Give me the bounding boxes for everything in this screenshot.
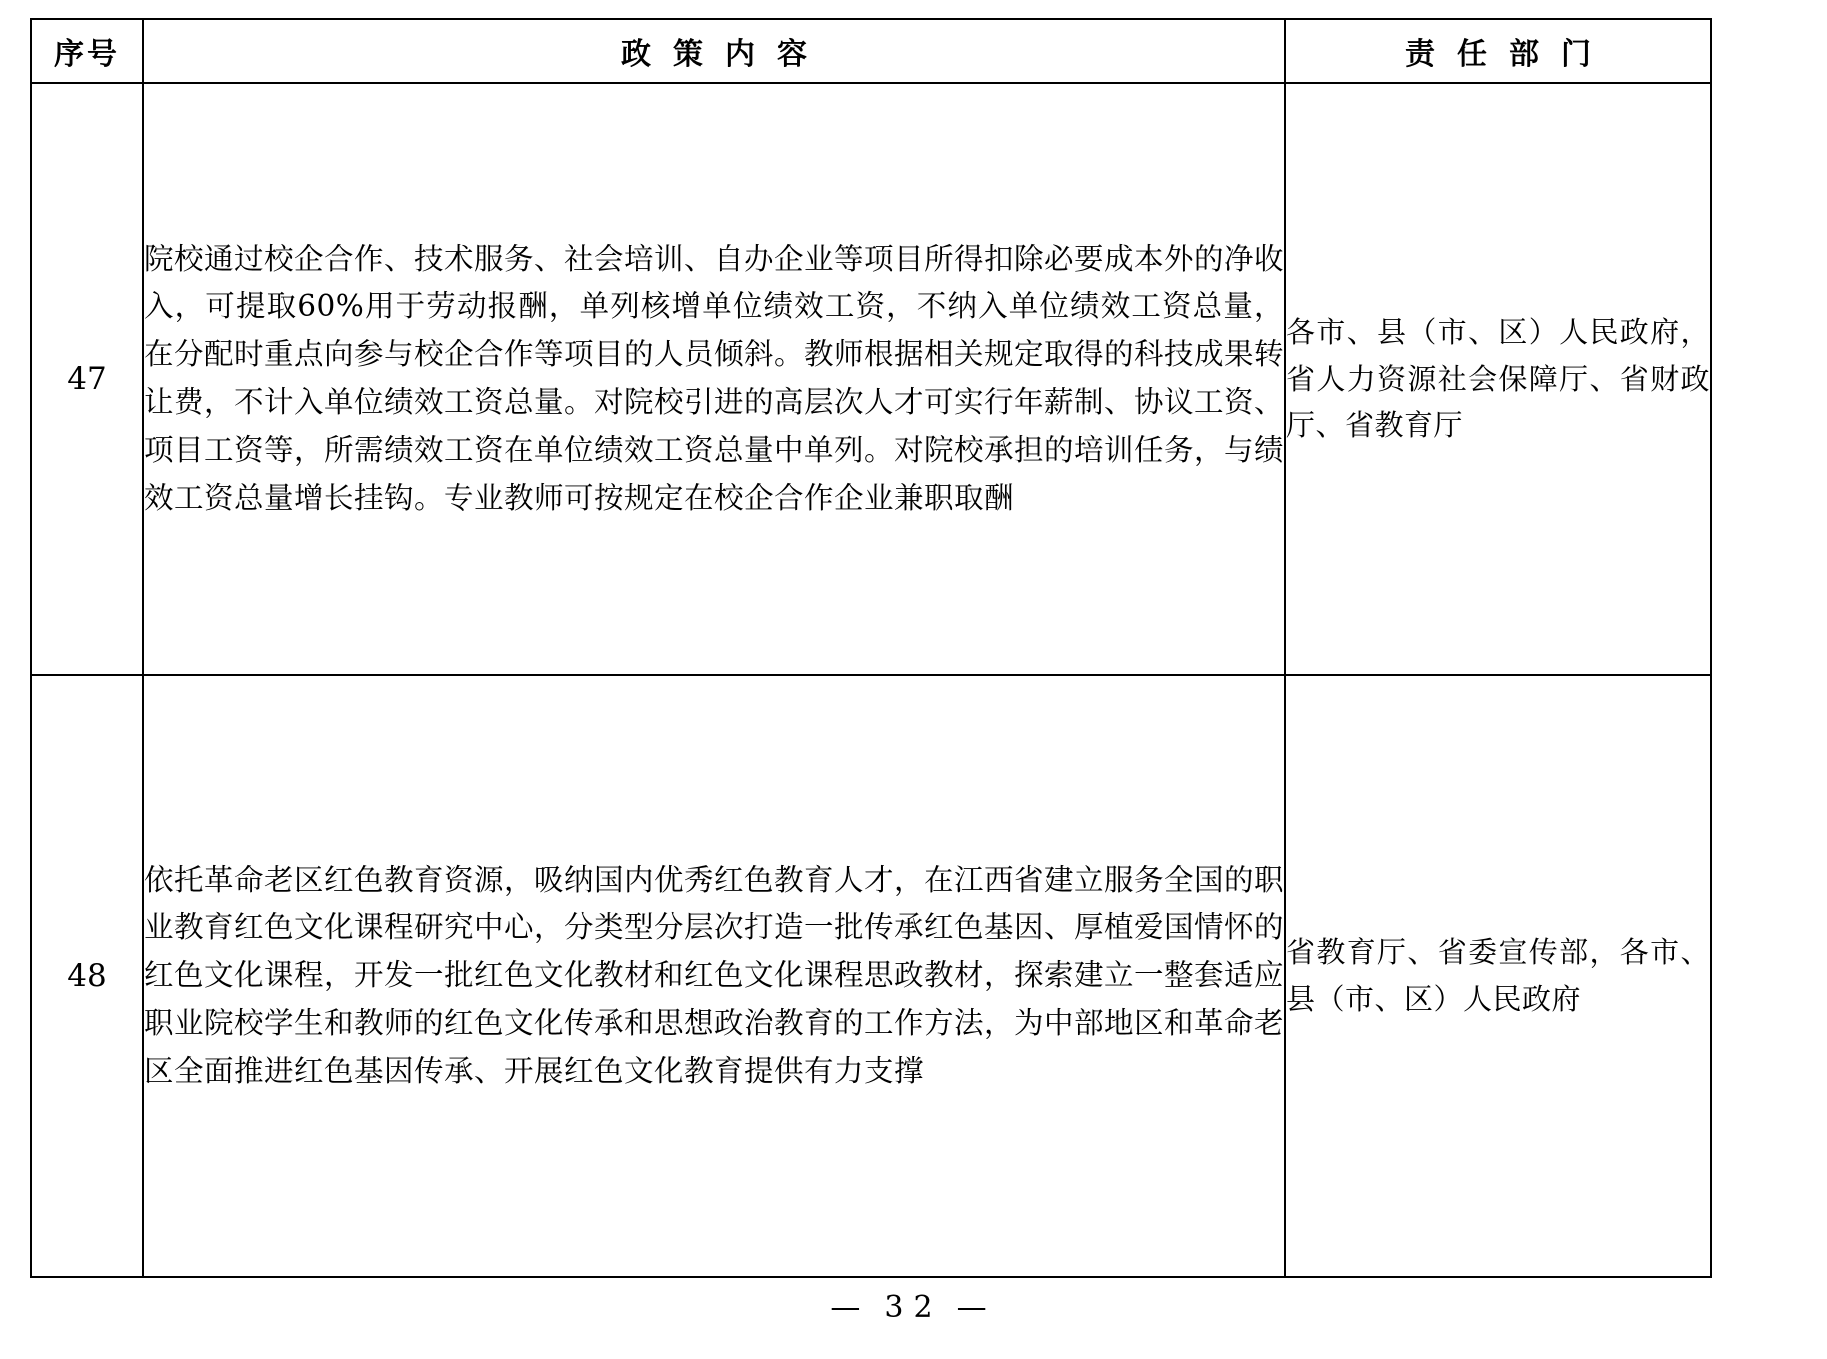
responsible-department-text: 省教育厅、省委宣传部，各市、县（市、区）人民政府 xyxy=(1286,935,1710,1016)
policy-content-text: 院校通过校企合作、技术服务、社会培训、自办企业等项目所得扣除必要成本外的净收入，可提取60%用于劳动报酬，单列核增单位绩效工资，不纳入单位绩效工资总量，在分配时重点向参与校企合作等项目的人员倾斜。教师根据相关规定取得的科技成果转让费，不计入单位绩效工资总量。对院校引进的高层次人才可实行年薪制、协议工资、项目工资等，所需绩效工资在单位绩效工资总量中单列。对院校承担的培训任务，与绩效工资总量增长挂钩。专业教师可按规定在校企合作企业兼职取酬 xyxy=(144,241,1285,515)
page-footer xyxy=(0,1290,1827,1325)
policy-content-text: 依托革命老区红色教育资源，吸纳国内优秀红色教育人才，在江西省建立服务全国的职业教育红色文化课程研究中心，分类型分层次打造一批传承红色基因、厚植爱国情怀的红色文化课程，开发一批红色文化教材和红色文化课程思政教材，探索建立一整套适应职业院校学生和教师的红色文化传承和思想政治教育的工作方法，为中部地区和革命老区全面推进红色基因传承、开展红色文化教育提供有力支撑 xyxy=(144,862,1285,1088)
footer-dash-left: — xyxy=(830,1290,871,1325)
policy-table xyxy=(30,18,1712,1278)
responsible-department-text: 各市、县（市、区）人民政府，省人力资源社会保障厅、省财政厅、省教育厅 xyxy=(1286,314,1710,443)
row-sequence-number: 47 xyxy=(31,83,143,675)
table-row xyxy=(31,675,1711,1277)
column-header-responsible-department: 责任部门 xyxy=(1285,19,1711,83)
row-responsible-department xyxy=(1285,83,1711,675)
table-header-row xyxy=(31,19,1711,83)
row-policy-content xyxy=(143,675,1285,1277)
page-number: 32 xyxy=(884,1290,943,1325)
row-responsible-department xyxy=(1285,675,1711,1277)
column-header-sequence: 序号 xyxy=(31,19,143,83)
column-header-policy-content: 政策内容 xyxy=(143,19,1285,83)
footer-dash-right: — xyxy=(956,1290,997,1325)
row-sequence-number: 48 xyxy=(31,675,143,1277)
table-row xyxy=(31,83,1711,675)
row-policy-content xyxy=(143,83,1285,675)
